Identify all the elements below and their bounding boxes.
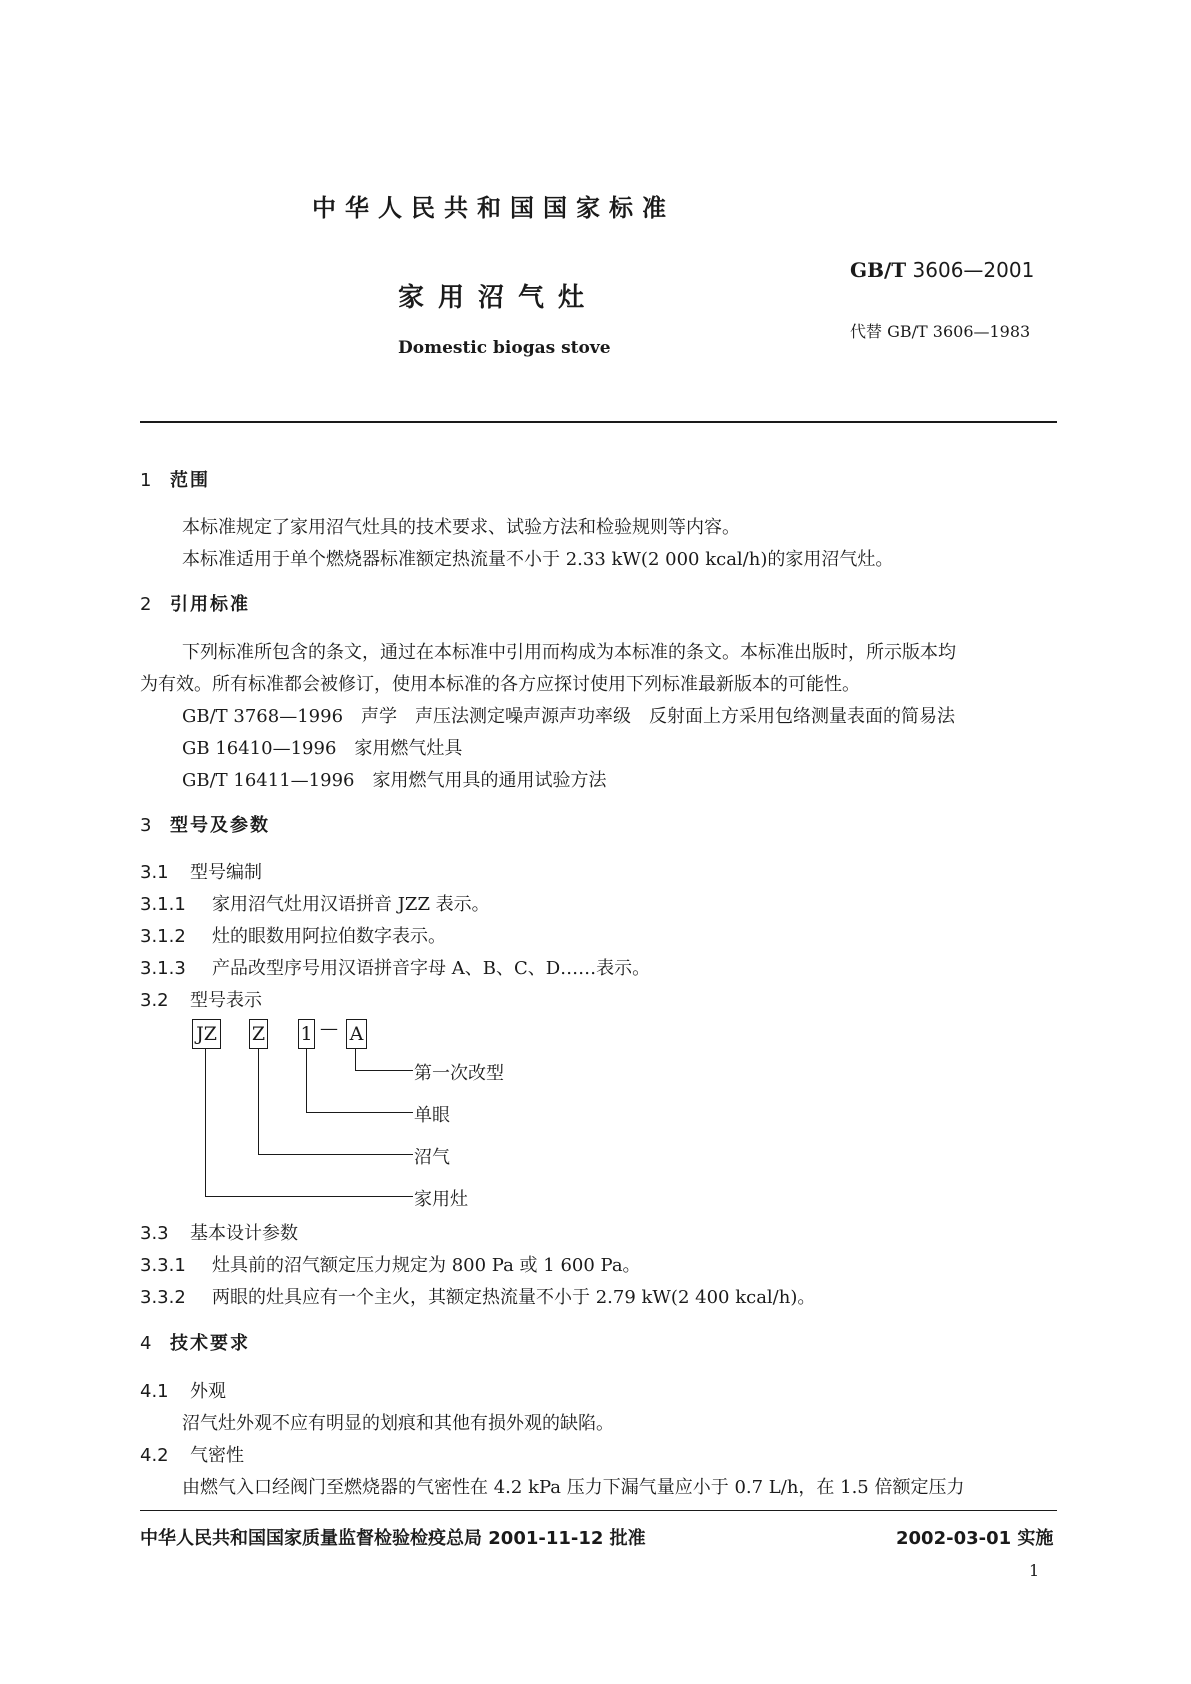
page-number: 1 — [1029, 1561, 1040, 1580]
section-3-number: 3 — [140, 815, 152, 836]
document-title-cn: 家用沼气灶 — [398, 283, 599, 313]
clause-3-3-1 — [140, 1251, 641, 1277]
section-3-title: 型号及参数 — [170, 815, 270, 836]
clause-number: 3.1.2 — [140, 926, 186, 947]
clause-3-1-1 — [140, 890, 490, 916]
standard-category-title: 中华人民共和国国家标准 — [312, 194, 675, 222]
clause-text: 产品改型序号用汉语拼音字母 A、B、C、D……表示。 — [212, 958, 651, 979]
code-box-1: 1 — [298, 1019, 315, 1049]
section-4-heading — [140, 1329, 250, 1355]
standard-code-prefix: GB/T — [850, 258, 907, 282]
leader-line-a-horizontal — [355, 1070, 413, 1071]
clause-text: 型号编制 — [190, 862, 262, 883]
clause-text: 型号表示 — [190, 990, 262, 1011]
leader-line-1-horizontal — [306, 1112, 413, 1113]
clause-number: 3.3.2 — [140, 1287, 186, 1308]
footer-divider — [140, 1510, 1057, 1511]
section-2-paragraph-line-2: 为有效。所有标准都会被修订，使用本标准的各方应探讨使用下列标准最新版本的可能性。 — [140, 674, 860, 695]
clause-4-1-text: 沼气灶外观不应有明显的划痕和其他有损外观的缺陷。 — [182, 1413, 614, 1434]
clause-text: 气密性 — [190, 1445, 244, 1466]
section-2-heading — [140, 590, 250, 616]
label-first-modification: 第一次改型 — [414, 1063, 504, 1084]
leader-line-z-vertical — [258, 1049, 259, 1155]
section-1-paragraph-1: 本标准规定了家用沼气灶具的技术要求、试验方法和检验规则等内容。 — [182, 517, 740, 538]
label-biogas: 沼气 — [414, 1147, 450, 1168]
clause-number: 3.1.3 — [140, 958, 186, 979]
clause-number: 3.3 — [140, 1223, 169, 1244]
document-title-en: Domestic biogas stove — [398, 338, 611, 358]
standard-code-number: 3606—2001 — [912, 258, 1035, 282]
code-dash: — — [320, 1018, 338, 1039]
code-box-jz: JZ — [192, 1019, 221, 1049]
clause-text: 灶的眼数用阿拉伯数字表示。 — [212, 926, 446, 947]
section-3-heading — [140, 811, 270, 837]
clause-text: 两眼的灶具应有一个主火，其额定热流量不小于 2.79 kW(2 400 kcal/h)。 — [212, 1287, 816, 1308]
clause-3-2 — [140, 986, 262, 1012]
code-box-a: A — [346, 1019, 367, 1049]
reference-standard-2: GB 16410—1996 家用燃气灶具 — [182, 738, 463, 759]
section-2-title: 引用标准 — [170, 594, 250, 615]
leader-line-jz-vertical — [205, 1049, 206, 1197]
clause-3-3-2 — [140, 1283, 815, 1309]
clause-text: 基本设计参数 — [190, 1223, 298, 1244]
section-2-paragraph-line-1: 下列标准所包含的条文，通过在本标准中引用而构成为本标准的条文。本标准出版时，所示版本均 — [182, 642, 956, 663]
clause-3-1 — [140, 858, 262, 884]
header-divider — [140, 421, 1057, 423]
reference-standard-1: GB/T 3768—1996 声学 声压法测定噪声源声功率级 反射面上方采用包络测量表面的简易法 — [182, 706, 956, 727]
clause-4-1 — [140, 1377, 226, 1403]
clause-3-1-3 — [140, 954, 650, 980]
clause-4-2-text: 由燃气入口经阀门至燃烧器的气密性在 4.2 kPa 压力下漏气量应小于 0.7 L/h，在 1.5 倍额定压力 — [182, 1477, 965, 1498]
leader-line-1-vertical — [306, 1049, 307, 1113]
section-2-number: 2 — [140, 594, 152, 615]
clause-text: 家用沼气灶用汉语拼音 JZZ 表示。 — [212, 894, 490, 915]
clause-3-1-2 — [140, 922, 446, 948]
section-1-title: 范围 — [170, 470, 210, 491]
clause-number: 3.3.1 — [140, 1255, 186, 1276]
replaces-standard: 代替 GB/T 3606—1983 — [850, 322, 1031, 341]
leader-line-z-horizontal — [258, 1154, 413, 1155]
section-4-title: 技术要求 — [170, 1333, 250, 1354]
section-4-number: 4 — [140, 1333, 152, 1354]
label-single-burner: 单眼 — [414, 1105, 450, 1126]
leader-line-jz-horizontal — [205, 1196, 413, 1197]
clause-number: 3.1.1 — [140, 894, 186, 915]
code-box-z: Z — [249, 1019, 268, 1049]
section-1-heading — [140, 466, 210, 492]
clause-number: 4.1 — [140, 1381, 169, 1402]
clause-number: 4.2 — [140, 1445, 169, 1466]
section-1-number: 1 — [140, 470, 152, 491]
section-1-paragraph-2: 本标准适用于单个燃烧器标准额定热流量不小于 2.33 kW(2 000 kcal/h)的家用沼气灶。 — [182, 549, 894, 570]
clause-3-3 — [140, 1219, 298, 1245]
reference-standard-3: GB/T 16411—1996 家用燃气用具的通用试验方法 — [182, 770, 607, 791]
clause-number: 3.2 — [140, 990, 169, 1011]
clause-text: 灶具前的沼气额定压力规定为 800 Pa 或 1 600 Pa。 — [212, 1255, 641, 1276]
leader-line-a-vertical — [355, 1049, 356, 1071]
standard-code — [850, 258, 1034, 282]
clause-number: 3.1 — [140, 862, 169, 883]
effective-date: 2002-03-01 实施 — [896, 1528, 1054, 1549]
label-household-stove: 家用灶 — [414, 1189, 468, 1210]
clause-text: 外观 — [190, 1381, 226, 1402]
clause-4-2 — [140, 1441, 244, 1467]
approval-line: 中华人民共和国国家质量监督检验检疫总局 2001-11-12 批准 — [140, 1528, 646, 1549]
